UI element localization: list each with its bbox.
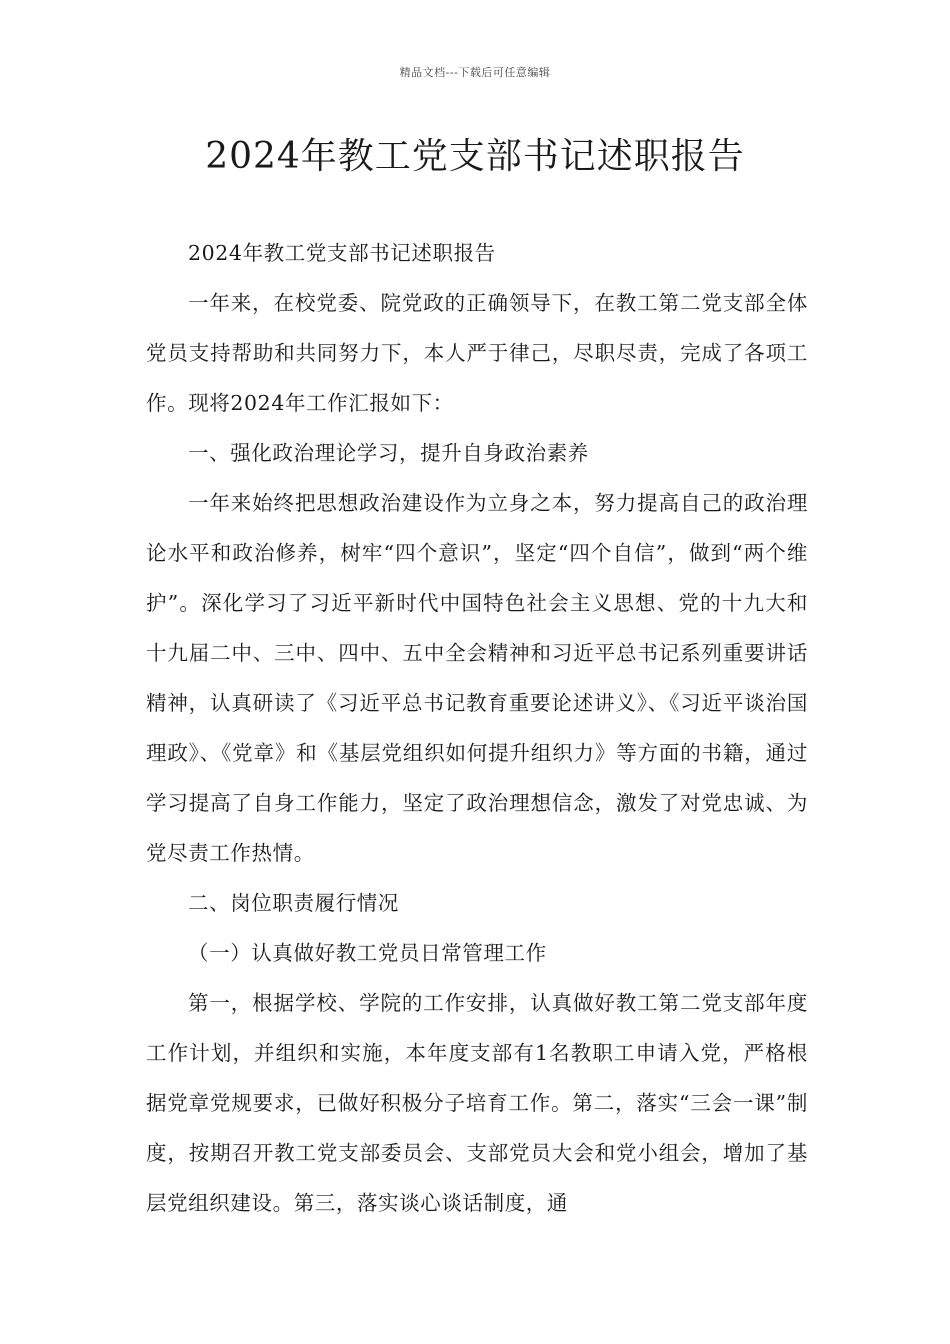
section-heading-1: 一、强化政治理论学习，提升自身政治素养 (188, 441, 589, 465)
paragraph-subsection-1: 第一，根据学校、学院的工作安排，认真做好教工第二党支部年度工作计划，并组织和实施，本年度支部有1名教职工申请入党，严格根据党章党规要求，已做好积极分子培育工作。第二，落实“三会一课”制度，按期召开教工党支部委员会、支部党员大会和党小组会，增加了基层党组织建设。第三，落实谈心谈话制度，通 (146, 991, 808, 1215)
subsection-heading-1: （一）认真做好教工党员日常管理工作 (188, 941, 547, 965)
paragraph-subtitle: 2024年教工党支部书记述职报告 (188, 241, 496, 265)
section-heading-2: 二、岗位职责履行情况 (188, 891, 399, 915)
header-note: 精品文档---下载后可任意编辑 (399, 66, 551, 79)
paragraph-intro: 一年来，在校党委、院党政的正确领导下，在教工第二党支部全体党员支持帮助和共同努力下，本人严于律己，尽职尽责，完成了各项工作。现将2024年工作汇报如下： (146, 291, 808, 415)
document-body (146, 228, 808, 1228)
paragraph-section-1: 一年来始终把思想政治建设作为立身之本，努力提高自己的政治理论水平和政治修养，树牢“四个意识”，坚定“四个自信”，做到“两个维护”。深化学习了习近平新时代中国特色社会主义思想、党的十九大和十九届二中、三中、四中、五中全会精神和习近平总书记系列重要讲话精神，认真研读了《习近平总书记教育重要论述讲义》、《习近平谈治国理政》、《党章》和《基层党组织如何提升组织力》等方面的书籍，通过学习提高了自身工作能力，坚定了政治理想信念，激发了对党忠诚、为党尽责工作热情。 (146, 491, 808, 865)
document-title: 2024年教工党支部书记述职报告 (205, 136, 745, 177)
